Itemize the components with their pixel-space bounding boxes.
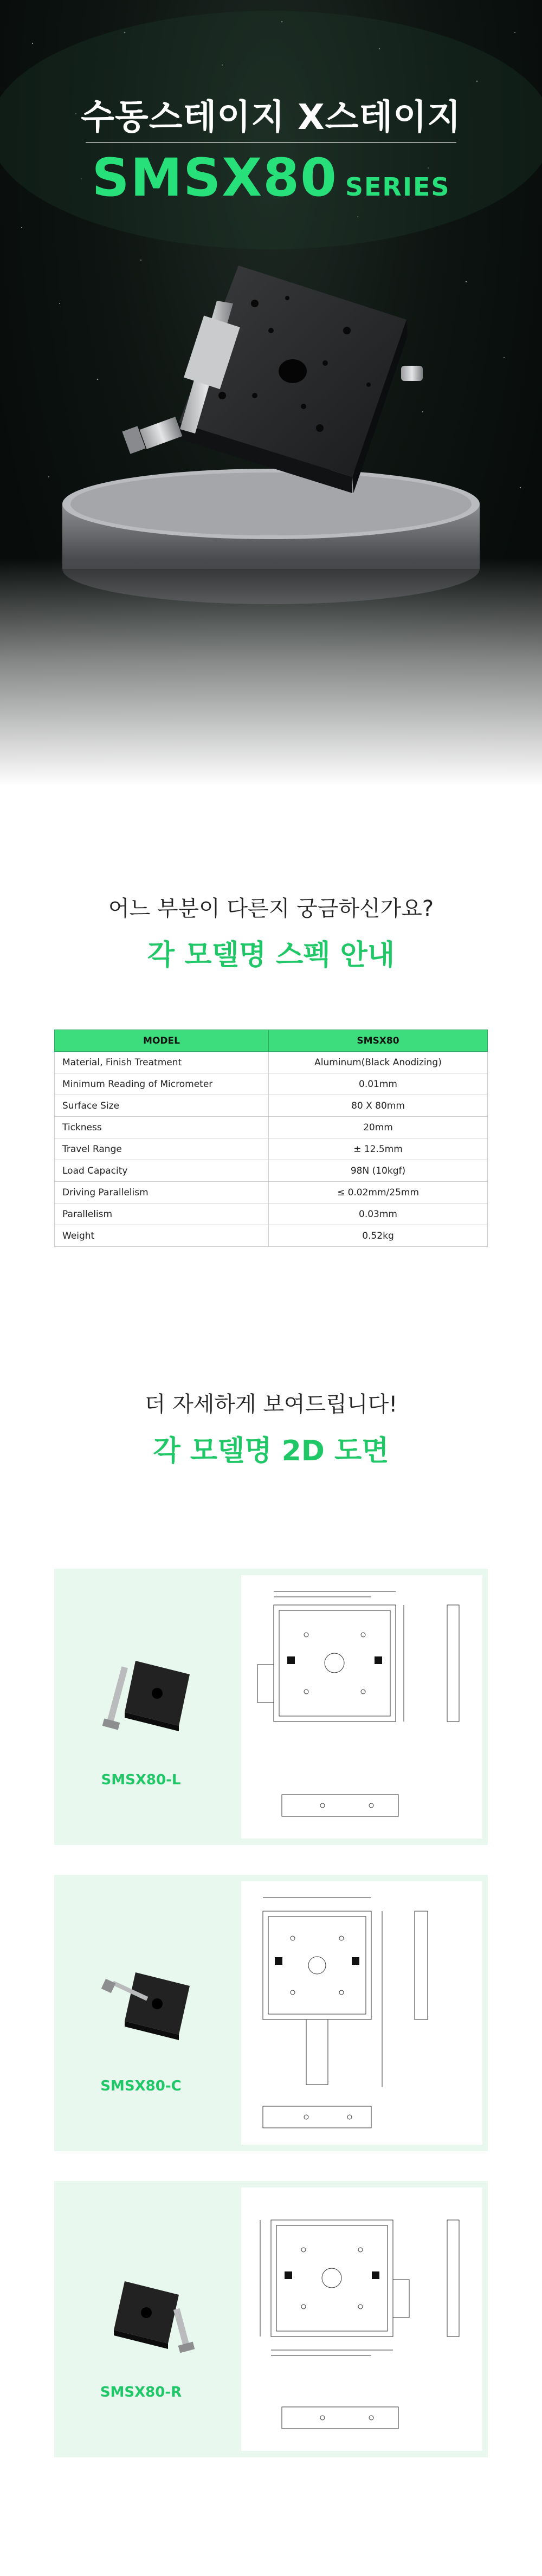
technical-drawing-l [241, 1575, 482, 1839]
drawing-card-l [54, 1569, 488, 1845]
drawing-diagram-c [241, 1881, 482, 2145]
drawing-diagram-l [241, 1575, 482, 1839]
table-row [55, 1073, 488, 1095]
series-label: SERIES [345, 172, 450, 202]
table-row [55, 1095, 488, 1117]
spec-value: 20mm [269, 1117, 488, 1138]
spec-table-wrapper [54, 1030, 488, 1247]
spec-question: 어느 부분이 다른지 궁금하신가요? [108, 896, 434, 921]
spec-key: Travel Range [55, 1138, 269, 1160]
technical-drawing-r [241, 2187, 482, 2451]
table-row [55, 1160, 488, 1182]
spec-key: Driving Parallelism [55, 1182, 269, 1203]
spec-value: 98N (10kgf) [269, 1160, 488, 1182]
spec-value: Aluminum(Black Anodizing) [269, 1052, 488, 1073]
spec-value: 0.01mm [269, 1073, 488, 1095]
spec-title: 각 모델명 스펙 안내 [147, 939, 395, 972]
drawing-question: 더 자세하게 보여드립니다! [144, 1392, 398, 1417]
hero-banner [0, 0, 542, 786]
spec-value: 80 X 80mm [269, 1095, 488, 1117]
model-code: SMSX80 [92, 147, 338, 208]
table-row [55, 1182, 488, 1203]
spec-key: Material, Finish Treatment [55, 1052, 269, 1073]
spec-value: ± 12.5mm [269, 1138, 488, 1160]
spec-table-header-row [55, 1030, 488, 1052]
table-row [55, 1117, 488, 1138]
spec-key: Surface Size [55, 1095, 269, 1117]
spec-table [54, 1030, 488, 1247]
spec-key: Parallelism [55, 1203, 269, 1225]
hero-model-name [0, 147, 542, 208]
drawing-title: 각 모델명 2D 도면 [153, 1435, 389, 1467]
drawing-card-r [54, 2181, 488, 2457]
table-row [55, 1203, 488, 1225]
drawing-heading [0, 1387, 542, 1468]
table-row [55, 1225, 488, 1247]
product-thumbnail-r [98, 2257, 201, 2360]
product-thumbnail-c [98, 1951, 201, 2054]
product-thumbnail-l [98, 1645, 201, 1747]
spec-value: 0.52kg [269, 1225, 488, 1247]
technical-drawing-c [241, 1881, 482, 2145]
hero-title: 수동스테이지 X스테이지 [81, 98, 461, 138]
hero-divider [86, 142, 456, 143]
spec-key: Load Capacity [55, 1160, 269, 1182]
card-model-label: SMSX80-R [100, 2384, 182, 2400]
spec-header-model: MODEL [55, 1030, 269, 1052]
spec-value: 0.03mm [269, 1203, 488, 1225]
drawing-card-c [54, 1875, 488, 2151]
table-row [55, 1052, 488, 1073]
drawing-diagram-r [241, 2187, 482, 2451]
spec-heading [0, 891, 542, 973]
spec-key: Minimum Reading of Micrometer [55, 1073, 269, 1095]
table-row [55, 1138, 488, 1160]
card-model-label: SMSX80-C [100, 2078, 182, 2094]
spec-key: Weight [55, 1225, 269, 1247]
card-model-label: SMSX80-L [101, 1772, 181, 1788]
spec-key: Tickness [55, 1117, 269, 1138]
hero-fog-overlay [0, 558, 542, 786]
spec-value: ≤ 0.02mm/25mm [269, 1182, 488, 1203]
spec-header-smsx80: SMSX80 [269, 1030, 488, 1052]
